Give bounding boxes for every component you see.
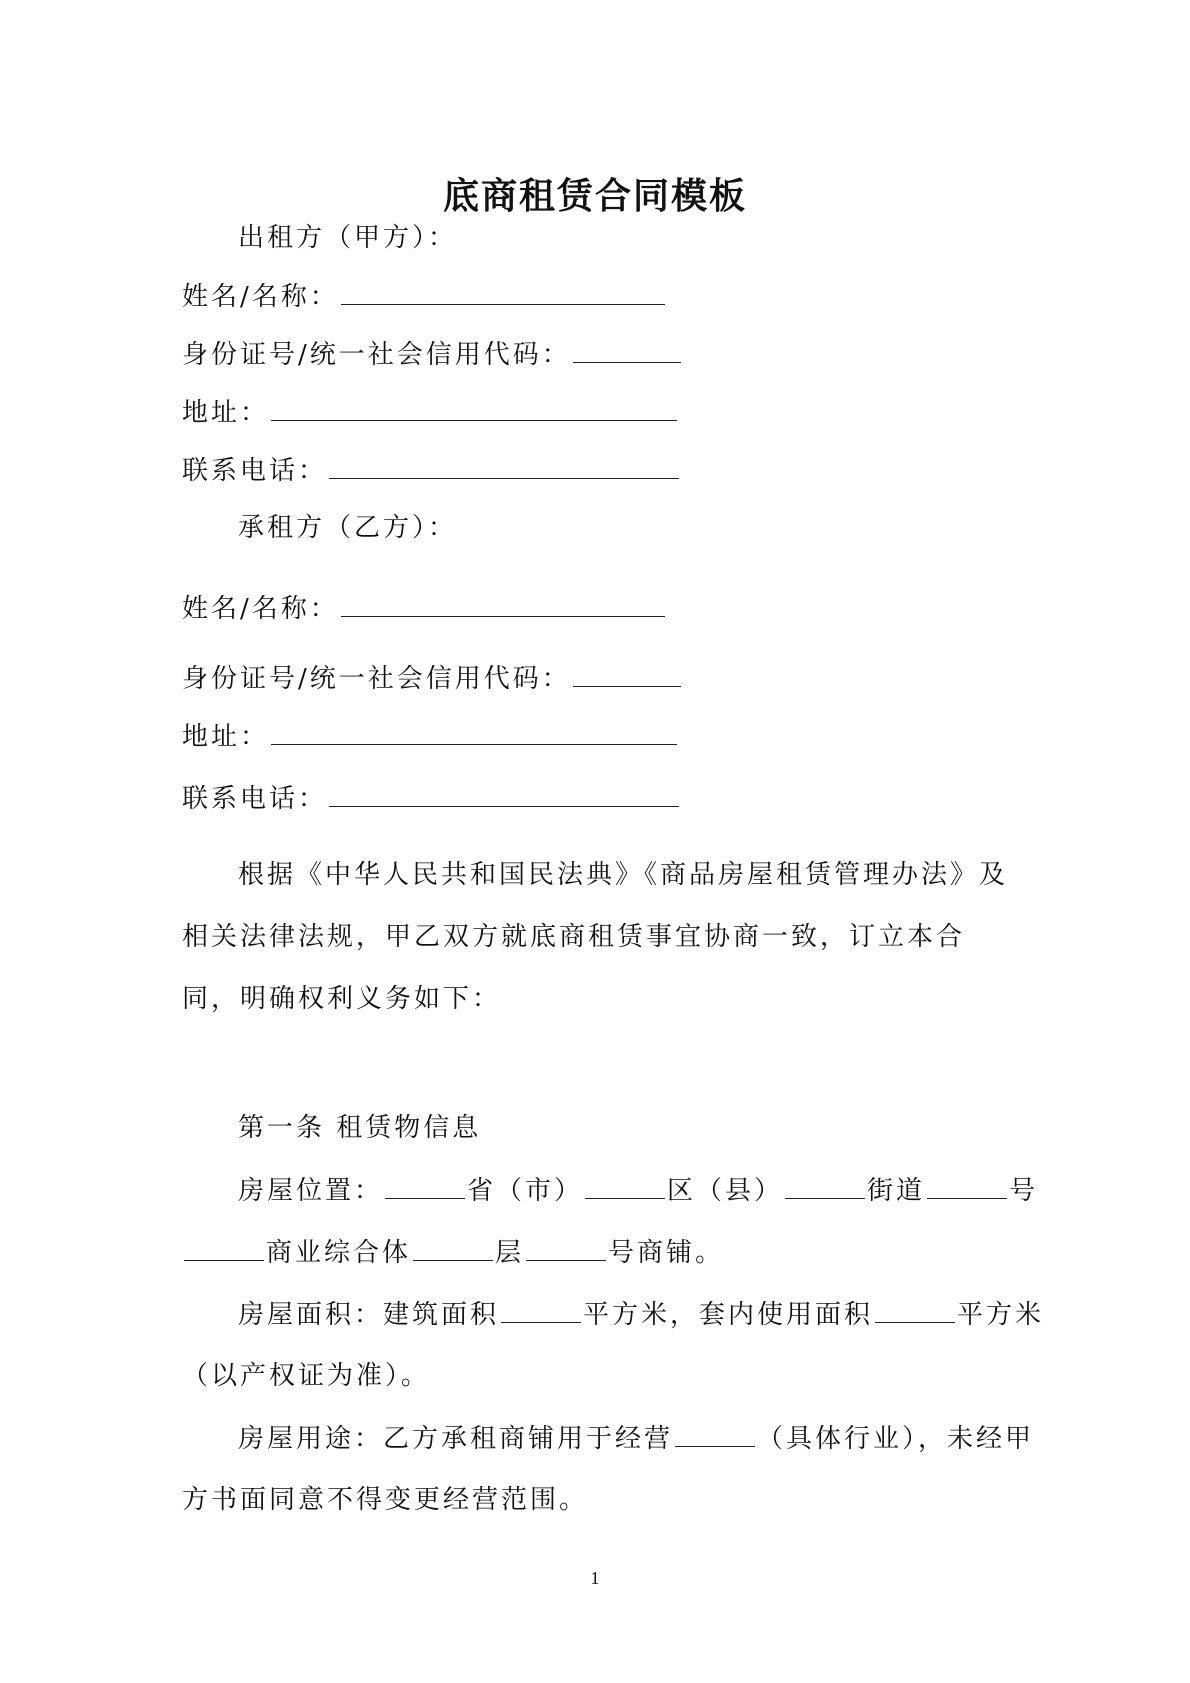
province-text: 省（市）	[467, 1176, 584, 1206]
page-number: 1	[590, 1568, 600, 1588]
inner-area-blank[interactable]	[875, 1296, 955, 1323]
area-text-1: 平方米，套内使用面积	[583, 1300, 874, 1330]
complex-text: 商业综合体	[266, 1238, 412, 1268]
shop-number-text: 号商铺。	[608, 1238, 725, 1268]
business-type-blank[interactable]	[675, 1420, 755, 1447]
province-blank[interactable]	[385, 1172, 465, 1199]
floor-text: 层	[495, 1238, 525, 1268]
lessee-name-blank[interactable]	[341, 590, 665, 617]
building-area-blank[interactable]	[501, 1296, 581, 1323]
usage-text-1: （具体行业），未经甲	[757, 1424, 1035, 1454]
area-label: 房屋面积：建筑面积	[238, 1300, 500, 1330]
lessor-phone-blank[interactable]	[329, 452, 679, 479]
usage-label: 房屋用途：乙方承租商铺用于经营	[238, 1424, 674, 1454]
shop-number-blank[interactable]	[526, 1234, 606, 1261]
document-title: 底商租赁合同模板	[442, 176, 747, 217]
number-text: 号	[1009, 1176, 1039, 1206]
lessor-id-label: 身份证号/统一社会信用代码：	[182, 340, 571, 370]
location-label: 房屋位置：	[238, 1176, 384, 1206]
lessor-id-blank[interactable]	[573, 336, 681, 363]
lessee-phone-line	[182, 780, 681, 817]
area-line-1	[238, 1296, 1044, 1333]
number-blank[interactable]	[927, 1172, 1007, 1199]
usage-line-2: 方书面同意不得变更经营范围。	[182, 1485, 589, 1515]
lessee-heading: 承租方（乙方）：	[238, 513, 458, 543]
area-line-2: （以产权证为准）。	[182, 1361, 431, 1391]
location-line-1	[238, 1172, 1038, 1209]
lessee-id-line	[182, 660, 683, 697]
lessor-name-label: 姓名/名称：	[182, 282, 339, 312]
lessee-phone-label: 联系电话：	[182, 784, 328, 814]
lessee-address-blank[interactable]	[271, 718, 677, 745]
lessor-address-blank[interactable]	[271, 394, 677, 421]
lessor-name-blank[interactable]	[341, 278, 665, 305]
lessee-id-label: 身份证号/统一社会信用代码：	[182, 664, 571, 694]
lessee-id-blank[interactable]	[573, 660, 681, 687]
lessee-address-label: 地址：	[182, 722, 270, 752]
district-blank[interactable]	[585, 1172, 665, 1199]
lessee-name-label: 姓名/名称：	[182, 594, 339, 624]
lessor-address-label: 地址：	[182, 398, 270, 428]
district-text: 区（县）	[667, 1176, 784, 1206]
street-text: 街道	[867, 1176, 926, 1206]
preamble-paragraph: 根据《中华人民共和国民法典》《商品房屋租赁管理办法》及相关法律法规，甲乙双方就底商租赁事宜协商一致，订立本合同，明确权利义务如下：	[182, 860, 1009, 1014]
lessee-phone-blank[interactable]	[329, 780, 679, 807]
usage-line-1	[238, 1420, 1034, 1457]
lessor-address-line	[182, 394, 679, 431]
lessor-heading: 出租方（甲方）：	[238, 223, 458, 253]
complex-blank[interactable]	[184, 1234, 264, 1261]
lessor-id-line	[182, 336, 683, 373]
location-line-2	[182, 1234, 724, 1271]
street-blank[interactable]	[785, 1172, 865, 1199]
lessor-phone-line	[182, 452, 681, 489]
lessor-name-line	[182, 278, 667, 315]
lessor-phone-label: 联系电话：	[182, 456, 328, 486]
floor-blank[interactable]	[413, 1234, 493, 1261]
area-text-2: 平方米	[957, 1300, 1045, 1330]
article1-heading: 第一条 租赁物信息	[238, 1113, 482, 1143]
lessee-name-line	[182, 590, 667, 627]
lessee-address-line	[182, 718, 679, 755]
